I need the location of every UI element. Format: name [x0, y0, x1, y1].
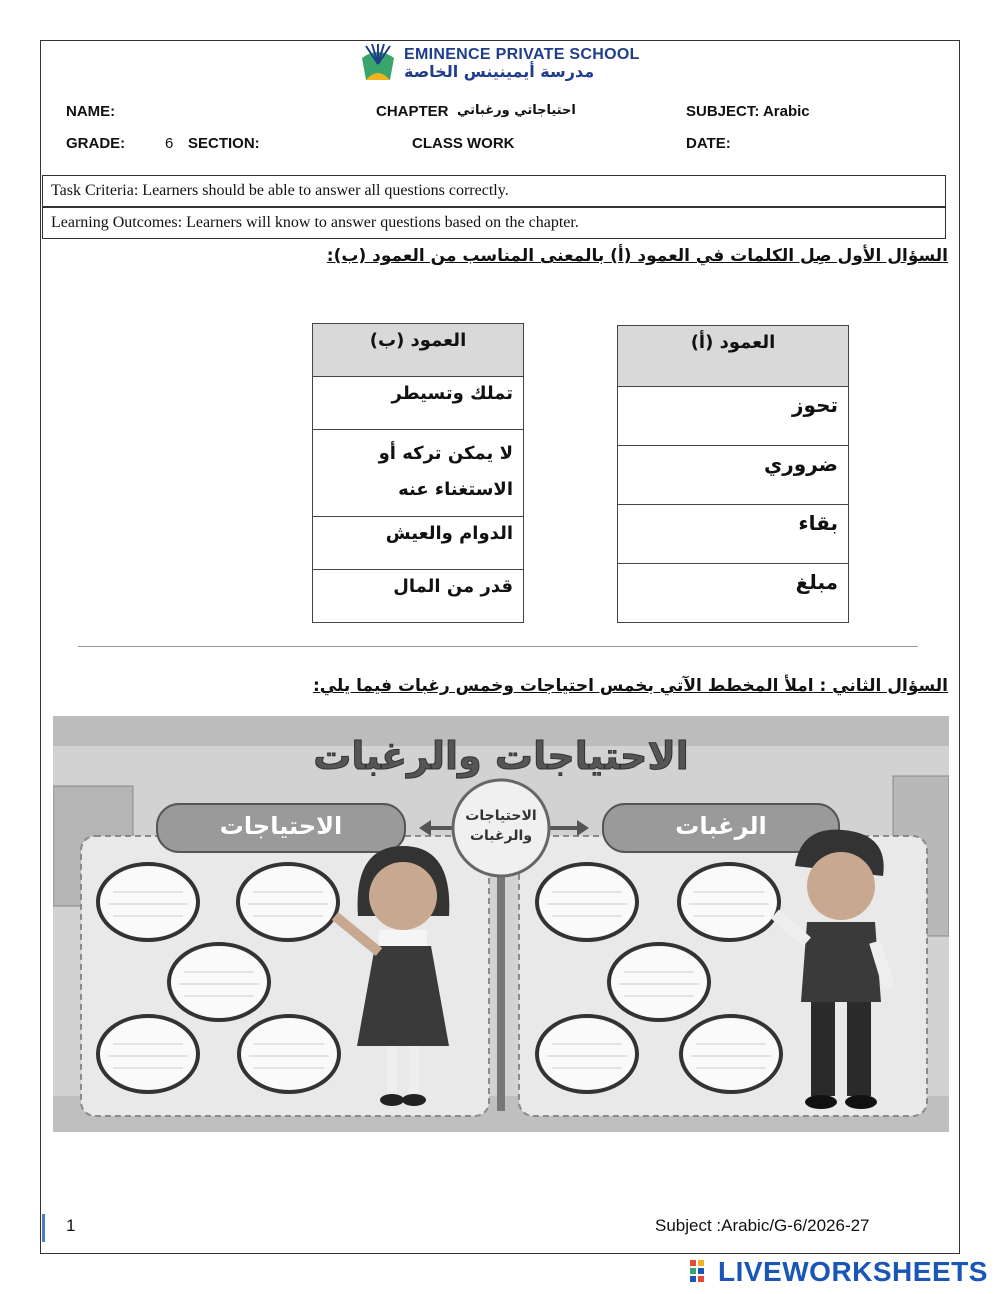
needs-label: الاحتياجات: [219, 812, 343, 840]
eminence-logo-icon: [360, 44, 396, 82]
grade-label: GRADE:: [66, 135, 126, 152]
classwork-label: CLASS WORK: [412, 135, 515, 152]
column-a-item: بقاء: [618, 505, 849, 564]
footer-accent-bar: [42, 1214, 45, 1242]
section-divider: [78, 646, 918, 647]
chapter-value: احتياجاتي ورغباتي: [457, 103, 576, 118]
column-b-table: [312, 323, 524, 623]
column-b-item: قدر من المال: [313, 570, 524, 623]
column-a-header: العمود (أ): [618, 326, 849, 387]
column-a-item: مبلغ: [618, 564, 849, 623]
liveworksheets-logo-icon: [690, 1260, 716, 1284]
column-b-item: الدوام والعيش: [313, 517, 524, 570]
subject-label: SUBJECT: Arabic: [686, 103, 810, 120]
section-label: SECTION:: [188, 135, 260, 152]
wants-label: الرغبات: [675, 812, 767, 840]
question1-title: السؤال الأول صِل الكلمات في العمود (أ) بالمعنى المناسب من العمود (ب):: [326, 246, 948, 266]
subject-reference: Subject :Arabic/G-6/2026-27: [655, 1216, 870, 1235]
column-b-item: لا يمكن تركه أو الاستغناء عنه: [313, 430, 524, 517]
grade-value: 6: [165, 135, 174, 152]
column-a-item: تحوز: [618, 387, 849, 446]
school-name-en: EMINENCE PRIVATE SCHOOL: [404, 46, 640, 63]
liveworksheets-watermark: LIVEWORKSHEETS: [718, 1256, 988, 1287]
illustration-banner-title: الاحتياجات والرغبات: [313, 734, 689, 778]
school-name-ar: مدرسة أيمينينس الخاصة: [404, 62, 595, 81]
column-b-item: تملك وتسيطر: [313, 377, 524, 430]
column-a-table: [617, 325, 849, 623]
column-a-item: ضروري: [618, 446, 849, 505]
page-number: 1: [66, 1216, 76, 1235]
question2-title: السؤال الثاني : املأ المخطط الآتي بخمس احتياجات وخمس رغبات فيما يلي:: [312, 676, 948, 696]
chapter-label: CHAPTER: [376, 103, 449, 120]
column-b-header: العمود (ب): [313, 324, 524, 377]
learning-outcomes: Learning Outcomes: Learners will know to answer questions based on the chapter.: [42, 207, 946, 239]
date-label: DATE:: [686, 135, 731, 152]
task-criteria: Task Criteria: Learners should be able to answer all questions correctly.: [42, 175, 946, 207]
name-label: NAME:: [66, 103, 116, 120]
center-badge-text: الاحتياجات والرغبات: [465, 808, 537, 844]
needs-wants-illustration: [53, 716, 949, 1132]
